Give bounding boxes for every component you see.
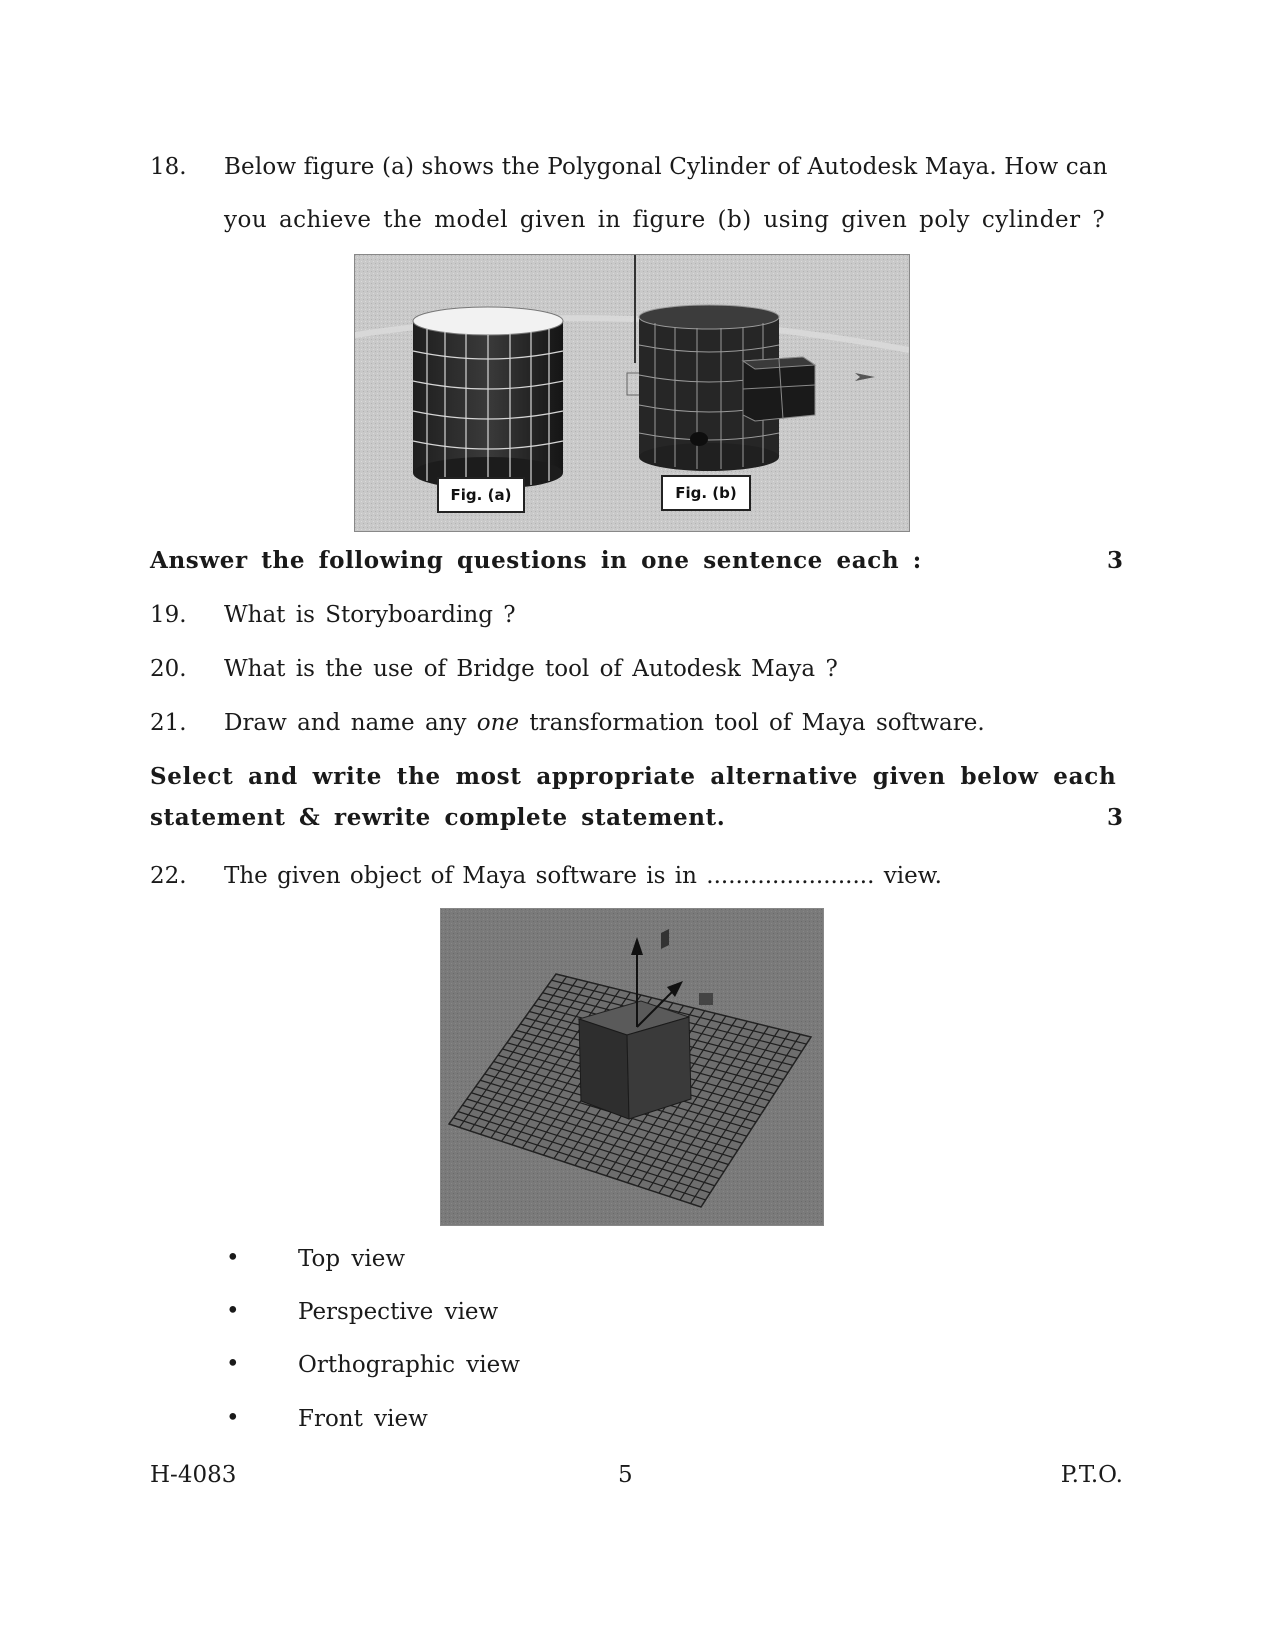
question-19-text: What is Storyboarding ? (224, 602, 516, 628)
option-perspective-view: Perspective view (298, 1299, 499, 1325)
option-front-view: Front view (298, 1406, 428, 1432)
question-number-22: 22. (150, 863, 187, 889)
section-one-marks: 3 (1106, 547, 1123, 574)
perspective-cube-graphic (441, 909, 823, 1225)
section-two-marks: 3 (1106, 804, 1123, 831)
question-number-19: 19. (150, 602, 187, 628)
section-heading-select-line-1: Select and write the most appropriate alternative given below each (150, 763, 1117, 790)
option-orthographic-view: Orthographic view (298, 1352, 520, 1378)
question-22-text: The given object of Maya software is in ....................... view. (224, 863, 942, 889)
fig-b-label: Fig. (b) (661, 475, 751, 511)
option-bullet: • (226, 1245, 240, 1271)
question-number-20: 20. (150, 656, 187, 682)
option-bullet: • (226, 1298, 240, 1324)
cylinder-figure (354, 254, 910, 532)
section-heading-one-sentence: Answer the following questions in one sentence each : (150, 547, 922, 574)
question-21-text-before: Draw and name any (224, 710, 477, 736)
question-21-text (224, 709, 985, 737)
question-21-emphasis: one (476, 710, 520, 736)
option-top-view: Top view (298, 1246, 406, 1272)
question-number-21: 21. (150, 710, 187, 736)
page-number: 5 (618, 1462, 633, 1488)
paper-code: H-4083 (150, 1462, 237, 1488)
question-20-text: What is the use of Bridge tool of Autodesk Maya ? (224, 656, 838, 682)
option-bullet: • (226, 1405, 240, 1431)
fig-a-label: Fig. (a) (437, 477, 525, 513)
question-18-line-1: Below figure (a) shows the Polygonal Cylinder of Autodesk Maya. How can (224, 154, 1108, 180)
option-bullet: • (226, 1351, 240, 1377)
question-21-text-after: transformation tool of Maya software. (519, 710, 985, 736)
section-heading-select-line-2: statement & rewrite complete statement. (150, 804, 726, 831)
perspective-cube-figure (440, 908, 824, 1226)
question-number-18: 18. (150, 154, 187, 180)
selected-cube (579, 1001, 691, 1119)
question-18-line-2: you achieve the model given in figure (b) using given poly cylinder ? (224, 207, 1106, 233)
pto-note: P.T.O. (1060, 1462, 1123, 1488)
polygon-cylinder-a (413, 307, 563, 489)
